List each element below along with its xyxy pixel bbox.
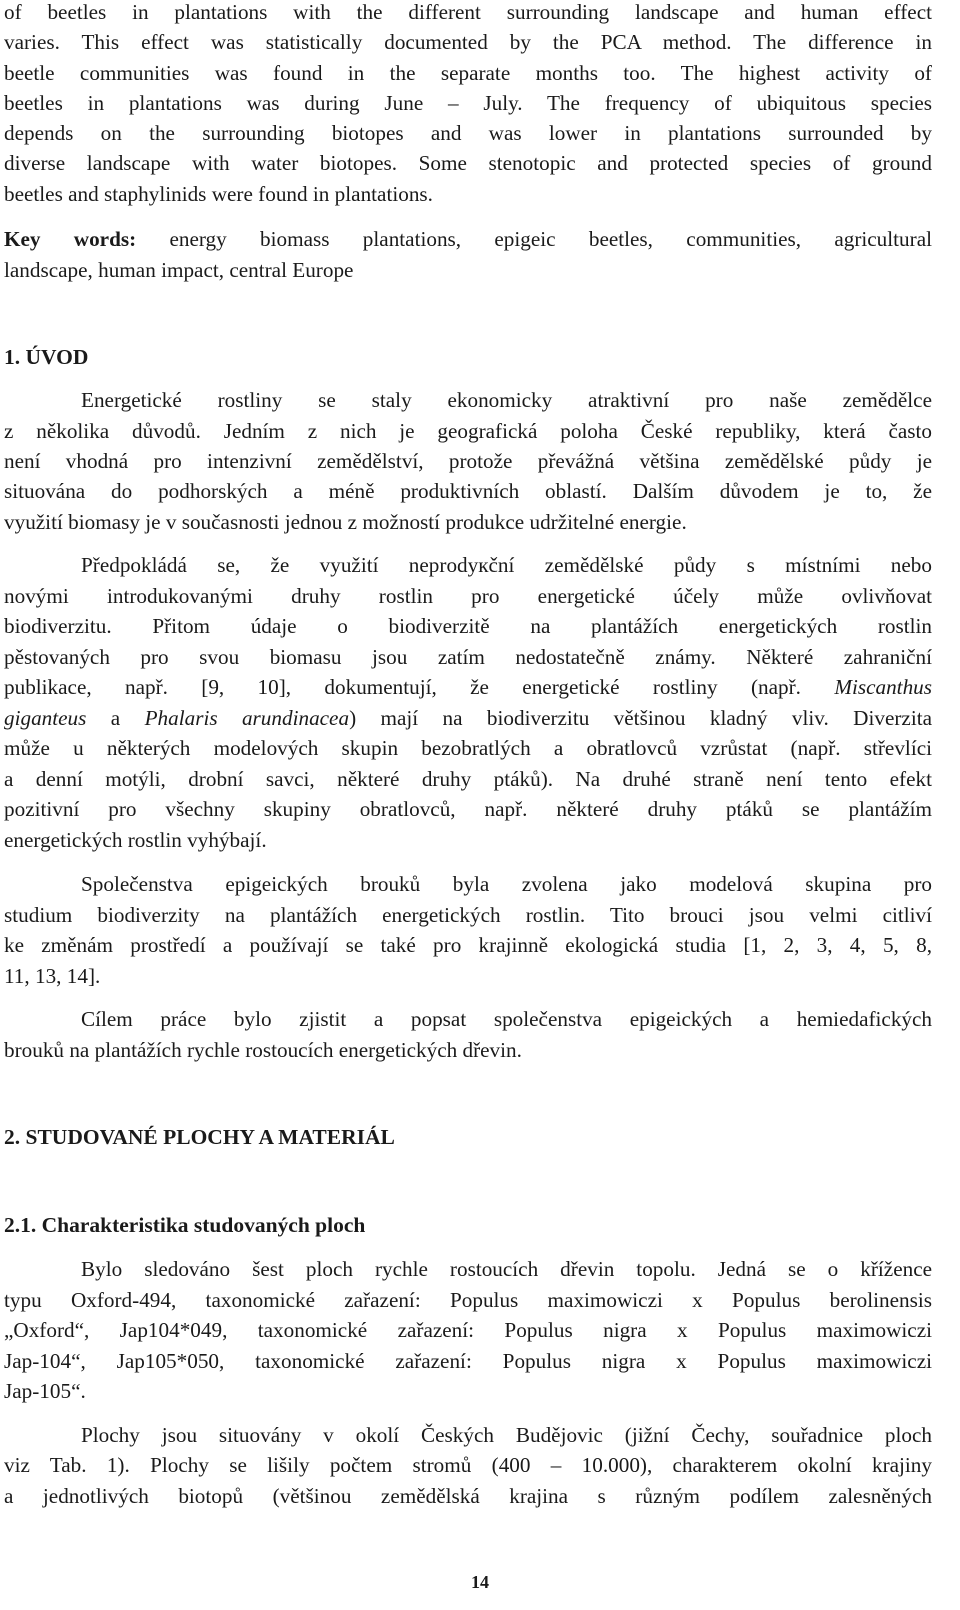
text-span: ) mají na biodiverzitu většinou kladný vliv. Diverzita <box>349 706 932 730</box>
paragraph-line: ke změnám prostředí a používají se také pro krajinně ekologická studia [1, 2, 3, 4, 5, 8, <box>4 933 932 957</box>
page-number: 14 <box>471 1572 489 1592</box>
paragraph-line: viz Tab. 1). Plochy se lišily počtem stromů (400 – 10.000), charakterem okolní krajiny <box>4 1453 932 1477</box>
abstract-line: depends on the surrounding biotopes and was lower in plantations surrounded by <box>4 121 932 145</box>
keywords-line <box>4 224 932 254</box>
paragraph-line: pěstovaných pro svou biomasu jsou zatím nedostatečně známy. Některé zahraniční <box>4 645 932 669</box>
keywords-line: landscape, human impact, central Europe <box>4 258 354 282</box>
paragraph-line: Jap-105“. <box>4 1379 86 1403</box>
paragraph-line: a denní motýli, drobní savci, některé druhy ptáků). Na druhé straně není tento efekt <box>4 767 932 791</box>
section-heading-uvod: 1. ÚVOD <box>4 345 89 369</box>
paragraph-line: Předpokládá se, že využití neprodукční zemědělské půdy s místními nebo <box>81 553 932 577</box>
paragraph-line: využití biomasy je v současnosti jednou z možností produkce udržitelné energie. <box>4 510 687 534</box>
paragraph-line <box>4 703 932 733</box>
paragraph-line: 11, 13, 14]. <box>4 964 101 988</box>
paragraph-line: biodiverzitu. Přitom údaje o biodiverzitě na plantážích energetických rostlin <box>4 614 932 638</box>
paragraph-line: novými introdukovanými druhy rostlin pro energetické účely může ovlivňovat <box>4 584 932 608</box>
paragraph-line: Plochy jsou situovány v okolí Českých Budějovic (jižní Čechy, souřadnice ploch <box>81 1423 932 1447</box>
section-heading-studovane-plochy: 2. STUDOVANÉ PLOCHY A MATERIÁL <box>4 1125 395 1149</box>
paragraph-line: není vhodná pro intenzivní zemědělství, protože převážná většina zemědělské půdy je <box>4 449 932 473</box>
paragraph-line: brouků na plantážích rychle rostoucích energetických dřevin. <box>4 1038 522 1062</box>
paragraph-line: „Oxford“, Jap104*049, taxonomické zařazení: Populus nigra x Populus maximowiczi <box>4 1318 932 1342</box>
paragraph-line: a jednotlivých biotopů (většinou zemědělská krajina s různým podílem zalesněných <box>4 1484 932 1508</box>
species-name: giganteus <box>4 706 87 730</box>
keywords-label: Key words: <box>4 227 137 251</box>
paragraph-line: typu Oxford-494, taxonomické zařazení: Populus maximowiczi x Populus berolinensis <box>4 1288 932 1312</box>
paragraph-line: pozitivní pro všechny skupiny obratlovců, např. některé druhy ptáků se plantážím <box>4 797 932 821</box>
abstract-line: beetles in plantations was during June – July. The frequency of ubiquitous species <box>4 91 932 115</box>
abstract-line: of beetles in plantations with the different surrounding landscape and human effect <box>4 0 932 24</box>
paragraph-line <box>4 672 932 702</box>
keywords-text: energy biomass plantations, epigeic beetles, communities, agricultural <box>169 227 932 251</box>
abstract-line: beetle communities was found in the separate months too. The highest activity of <box>4 61 932 85</box>
abstract-line: diverse landscape with water biotopes. Some stenotopic and protected species of ground <box>4 151 932 175</box>
text-span: publikace, např. [9, 10], dokumentují, že energetické rostliny (např. <box>4 675 801 699</box>
paragraph-line: Energetické rostliny se staly ekonomicky atraktivní pro naše zemědělce <box>81 388 932 412</box>
paragraph-line: Jap-104“, Jap105*050, taxonomické zařazení: Populus nigra x Populus maximowiczi <box>4 1349 932 1373</box>
paragraph-line: může u některých modelových skupin bezobratlých a obratlovců vzrůstat (např. střevlíci <box>4 736 932 760</box>
species-name: Phalaris arundinacea <box>144 706 350 730</box>
paragraph-line: studium biodiverzity na plantážích energetických rostlin. Tito brouci jsou velmi citliví <box>4 903 932 927</box>
paragraph-line: Cílem práce bylo zjistit a popsat společenstva epigeických a hemiedafických <box>81 1007 932 1031</box>
abstract-line: beetles and staphylinids were found in plantations. <box>4 182 433 206</box>
paragraph-line: z několika důvodů. Jedním z nich je geografická poloha České republiky, která často <box>4 419 932 443</box>
text-span: a <box>110 706 121 730</box>
subsection-heading: 2.1. Charakteristika studovaných ploch <box>4 1213 366 1237</box>
paragraph-line: Bylo sledováno šest ploch rychle rostoucích dřevin topolu. Jedná se o křížence <box>81 1257 932 1281</box>
paragraph-line: energetických rostlin vyhýbají. <box>4 828 267 852</box>
paragraph-line: Společenstva epigeických brouků byla zvolena jako modelová skupina pro <box>81 872 932 896</box>
paragraph-line: situována do podhorských a méně produktivních oblastí. Dalším důvodem je to, že <box>4 479 932 503</box>
abstract-line: varies. This effect was statistically documented by the PCA method. The difference in <box>4 30 932 54</box>
species-name: Miscanthus <box>834 675 933 699</box>
